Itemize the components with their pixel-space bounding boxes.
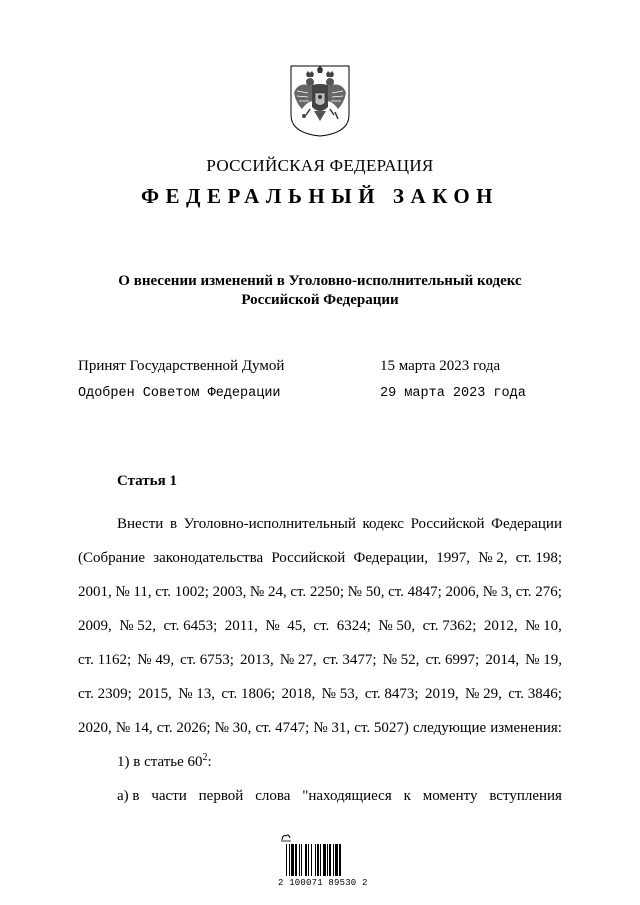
word: ст. 2309;	[78, 686, 132, 702]
word: 2006,	[445, 584, 480, 600]
council-approval-label: Одобрен Советом Федерации	[78, 386, 281, 401]
word: № 52,	[119, 618, 157, 634]
word: № 52,	[382, 652, 420, 668]
word: № 31,	[313, 720, 351, 736]
word: № 50,	[347, 584, 385, 600]
word: вступления	[489, 788, 562, 804]
word: (Собрание	[78, 550, 146, 566]
item-a-line	[78, 779, 562, 813]
word: ст. 6997;	[425, 652, 480, 668]
word: ст. 5027)	[354, 720, 409, 736]
word: Федерации	[491, 516, 562, 532]
word: № 3,	[482, 584, 513, 600]
word: 2003,	[212, 584, 247, 600]
word: ст. 3846;	[508, 686, 562, 702]
word: № 10,	[525, 618, 562, 634]
word: ст. 4847;	[388, 584, 442, 600]
body-line	[78, 677, 562, 711]
word: № 53,	[321, 686, 359, 702]
printer-mark-icon	[280, 832, 292, 842]
word: следующие	[412, 720, 487, 736]
body-line	[78, 711, 562, 745]
word: 2009,	[78, 618, 112, 634]
item-1-line	[78, 745, 562, 779]
word: кодекс	[362, 516, 404, 532]
word: № 13,	[178, 686, 216, 702]
law-subject	[80, 272, 560, 310]
word: Российской	[271, 550, 346, 566]
word: а) в	[117, 788, 140, 804]
barcode-icon	[286, 844, 360, 876]
word: № 50,	[378, 618, 416, 634]
word: слова	[255, 788, 291, 804]
item-1-superscript: 2	[202, 752, 208, 763]
word: 2013,	[240, 652, 274, 668]
word: к	[403, 788, 411, 804]
word: ст. 7362;	[422, 618, 477, 634]
word: 2020,	[78, 720, 112, 736]
word: ст.	[313, 618, 330, 634]
word: законодательства	[153, 550, 264, 566]
word: изменения:	[490, 720, 562, 736]
word: ст. 6453;	[163, 618, 218, 634]
word: № 19,	[525, 652, 562, 668]
item-1-text	[117, 745, 212, 779]
word: 45,	[287, 618, 306, 634]
article-body	[78, 507, 562, 813]
country-name: РОССИЙСКАЯ ФЕДЕРАЦИЯ	[206, 156, 434, 175]
word: 2014,	[485, 652, 520, 668]
word: №	[265, 618, 280, 634]
law-subject-line-2: Российской Федерации	[241, 292, 399, 308]
russian-coat-of-arms-icon	[288, 63, 352, 138]
word: ст. 1002;	[155, 584, 209, 600]
word: ст. 276;	[515, 584, 562, 600]
word: № 2,	[478, 550, 508, 566]
word: 2015,	[138, 686, 172, 702]
word: ст. 6753;	[180, 652, 234, 668]
word: № 27,	[279, 652, 317, 668]
body-line	[78, 609, 562, 643]
word: в	[169, 516, 178, 532]
word: ст. 1806;	[221, 686, 276, 702]
item-1-suffix: :	[207, 754, 212, 770]
word: № 24,	[249, 584, 287, 600]
word: 2019,	[424, 686, 459, 702]
word: ст. 8473;	[364, 686, 419, 702]
word: № 29,	[465, 686, 502, 702]
duma-adoption-label: Принят Государственной Думой	[78, 358, 285, 374]
council-approval-date: 29 марта 2023 года	[380, 386, 526, 401]
word: № 14,	[115, 720, 153, 736]
word: № 11,	[115, 584, 152, 600]
word: "находящиеся	[302, 788, 392, 804]
word: ст. 4747;	[255, 720, 310, 736]
article-heading: Статья 1	[117, 473, 177, 489]
word: № 30,	[214, 720, 252, 736]
word: ст. 3477;	[322, 652, 377, 668]
duma-adoption-date: 15 марта 2023 года	[380, 358, 501, 374]
word: ст. 2250;	[290, 584, 345, 600]
word: Внести	[117, 516, 164, 532]
word: № 49,	[137, 652, 175, 668]
word: ст. 2026;	[156, 720, 211, 736]
word: ст. 1162;	[78, 652, 132, 668]
word: части	[151, 788, 187, 804]
word: 1997,	[436, 550, 471, 566]
body-line	[78, 507, 562, 541]
word: 2001,	[78, 584, 112, 600]
law-type-title: ФЕДЕРАЛЬНЫЙ ЗАКОН	[141, 184, 499, 208]
barcode-block	[278, 832, 368, 894]
word: Уголовно-исполнительный	[183, 516, 356, 532]
body-line	[78, 575, 562, 609]
body-line	[78, 541, 562, 575]
law-subject-line-1: О внесении изменений в Уголовно-исполнительный кодекс	[118, 273, 522, 289]
word: 2018,	[281, 686, 316, 702]
word: Российской	[410, 516, 485, 532]
word: первой	[198, 788, 244, 804]
word: моменту	[422, 788, 478, 804]
body-line	[78, 643, 562, 677]
barcode-number: 2 100071 89530 2	[278, 878, 368, 888]
word: 2011,	[224, 618, 258, 634]
word: Федерации,	[353, 550, 429, 566]
word: 2012,	[483, 618, 518, 634]
word: ст. 198;	[515, 550, 562, 566]
word: 6324;	[336, 618, 371, 634]
item-1-prefix: 1) в статье 60	[117, 754, 203, 770]
